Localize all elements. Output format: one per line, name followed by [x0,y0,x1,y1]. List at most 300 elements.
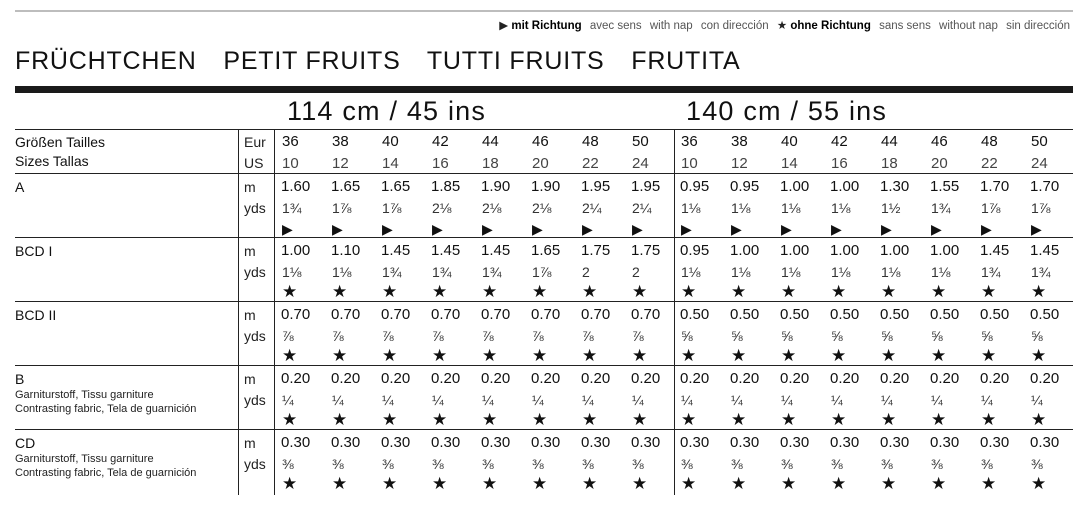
meter-value: 0.20 [631,370,661,387]
yards-value: ⅜ [731,456,743,472]
meter-value: 0.20 [531,370,561,387]
eur-size: 46 [532,133,549,150]
meter-value: 1.45 [431,242,461,259]
yards-unit: yds [244,392,266,408]
with-nap-arrow-icon: ▶ [681,221,692,237]
row-divider [15,429,1073,430]
yards-value: ¼ [382,392,394,408]
meter-value: 0.30 [880,434,910,451]
with-nap-arrow-icon: ▶ [931,221,942,237]
with-nap-arrow-icon: ▶ [731,221,742,237]
without-nap-star-icon: ★ [831,346,847,365]
yards-value: 1¾ [482,264,502,280]
yards-value: ¼ [931,392,943,408]
meter-value: 1.60 [281,178,311,195]
without-nap-star-icon: ★ [981,282,997,301]
label-column-divider [238,129,239,495]
without-nap-star-icon: ★ [532,410,548,429]
yards-value: 1⅞ [532,264,552,280]
eur-size: 46 [931,133,948,150]
meter-value: 1.95 [631,178,661,195]
fabric-width-140: 140 cm / 55 ins [686,96,888,126]
with-nap-arrow-icon: ▶ [632,221,643,237]
meter-value: 0.30 [281,434,311,451]
us-size: 20 [532,155,549,172]
meter-value: 0.30 [581,434,611,451]
yards-value: 2¼ [632,200,652,216]
without-nap-symbol: ★ [776,20,788,32]
row-divider [15,365,1073,366]
yards-value: ⅜ [881,456,893,472]
meter-unit: m [244,179,256,195]
without-nap-star-icon: ★ [632,410,648,429]
width-column-divider [674,129,675,495]
yards-value: ⅞ [532,328,544,344]
meter-value: 0.30 [431,434,461,451]
view-label: BCD I [15,243,53,259]
meter-value: 0.50 [680,306,710,323]
yards-value: 2⅛ [432,200,452,216]
without-nap-star-icon: ★ [1031,410,1047,429]
yards-value: 1¾ [1031,264,1051,280]
meter-value: 1.00 [930,242,960,259]
meter-value: 1.75 [631,242,661,259]
without-nap-star-icon: ★ [681,346,697,365]
yards-value: 2¼ [582,200,602,216]
us-size: 14 [382,155,399,172]
unit-column-divider [274,129,275,495]
yards-value: ⅜ [681,456,693,472]
eur-size: 40 [382,133,399,150]
without-nap-star-icon: ★ [482,346,498,365]
yards-value: 1½ [881,200,901,216]
without-nap-star-icon: ★ [432,410,448,429]
us-label: US [244,155,264,171]
without-nap-star-icon: ★ [731,346,747,365]
with-nap-arrow-icon: ▶ [432,221,443,237]
without-nap-star-icon: ★ [1031,346,1047,365]
meter-value: 1.70 [980,178,1010,195]
with-nap-en: with nap [649,20,693,32]
without-nap-star-icon: ★ [831,282,847,301]
yards-value: ⅝ [681,328,693,344]
meter-value: 1.65 [331,178,361,195]
without-nap-star-icon: ★ [1031,282,1047,301]
meter-value: 1.00 [281,242,311,259]
without-nap-star-icon: ★ [881,346,897,365]
without-nap-star-icon: ★ [632,282,648,301]
meter-value: 1.00 [730,242,760,259]
meter-value: 0.20 [431,370,461,387]
meter-value: 0.20 [281,370,311,387]
yards-value: ⅜ [1031,456,1043,472]
us-size: 20 [931,155,948,172]
without-nap-star-icon: ★ [432,282,448,301]
fabric-width-114: 114 cm / 45 ins [287,96,487,126]
meter-value: 0.20 [481,370,511,387]
yards-value: ¼ [282,392,294,408]
without-nap-en: without nap [939,20,998,32]
without-nap-star-icon: ★ [282,282,298,301]
nap-legend [499,18,1070,32]
yards-value: ¼ [831,392,843,408]
without-nap-star-icon: ★ [781,346,797,365]
size-label-line1: Größen Tailles [15,134,106,150]
with-nap-arrow-icon: ▶ [532,221,543,237]
meter-value: 0.50 [880,306,910,323]
with-nap-fr: avec sens [589,20,642,32]
meter-value: 0.70 [331,306,361,323]
yards-unit: yds [244,328,266,344]
without-nap-star-icon: ★ [931,282,947,301]
yards-value: 1⅛ [681,264,701,280]
meter-value: 0.20 [980,370,1010,387]
us-size: 10 [681,155,698,172]
yards-value: ⅝ [881,328,893,344]
yards-value: ⅞ [632,328,644,344]
us-size: 22 [981,155,998,172]
eur-size: 48 [582,133,599,150]
title-de: FRÜCHTCHEN [15,47,197,75]
yards-value: ¼ [1031,392,1043,408]
yards-value: 1¾ [282,200,302,216]
without-nap-star-icon: ★ [282,474,298,493]
without-nap-star-icon: ★ [1031,474,1047,493]
yards-value: ⅞ [282,328,294,344]
yards-value: 1⅛ [731,264,751,280]
without-nap-star-icon: ★ [482,474,498,493]
meter-value: 0.70 [281,306,311,323]
meter-value: 0.70 [581,306,611,323]
with-nap-arrow-icon: ▶ [1031,221,1042,237]
meter-value: 1.45 [1030,242,1060,259]
without-nap-star-icon: ★ [632,346,648,365]
meter-unit: m [244,435,256,451]
yards-value: 1¾ [382,264,402,280]
without-nap-star-icon: ★ [831,474,847,493]
yards-value: 1¾ [931,200,951,216]
view-sublabel: Contrasting fabric, Tela de guarnición [15,403,197,415]
without-nap-star-icon: ★ [382,346,398,365]
yards-unit: yds [244,264,266,280]
yards-value: ¼ [681,392,693,408]
without-nap-star-icon: ★ [731,410,747,429]
meter-value: 1.90 [531,178,561,195]
without-nap-star-icon: ★ [881,410,897,429]
without-nap-star-icon: ★ [781,282,797,301]
meter-value: 0.20 [880,370,910,387]
meter-value: 0.20 [331,370,361,387]
meter-value: 1.70 [1030,178,1060,195]
yards-value: ¼ [981,392,993,408]
without-nap-star-icon: ★ [632,474,648,493]
yards-value: ⅜ [931,456,943,472]
eur-label: Eur [244,134,266,150]
without-nap-star-icon: ★ [681,282,697,301]
yards-value: ¼ [632,392,644,408]
without-nap-star-icon: ★ [981,474,997,493]
meter-value: 0.20 [730,370,760,387]
eur-size: 50 [1031,133,1048,150]
without-nap-star-icon: ★ [382,474,398,493]
yards-value: 1⅞ [981,200,1001,216]
meter-value: 0.30 [780,434,810,451]
us-size: 18 [881,155,898,172]
yards-value: ⅝ [931,328,943,344]
yards-value: 1⅞ [1031,200,1051,216]
meter-value: 1.00 [880,242,910,259]
meter-value: 0.50 [830,306,860,323]
yards-value: ⅝ [831,328,843,344]
without-nap-fr: sans sens [879,20,931,32]
yards-value: ⅜ [282,456,294,472]
yards-value: ⅝ [731,328,743,344]
view-label: BCD II [15,307,57,323]
yards-value: 2⅛ [532,200,552,216]
view-label: B [15,371,25,387]
without-nap-star-icon: ★ [881,282,897,301]
yards-value: 1⅞ [382,200,402,216]
yards-value: ¼ [482,392,494,408]
yards-value: 1⅛ [831,264,851,280]
view-sublabel: Garniturstoff, Tissu garniture [15,389,154,401]
without-nap-de: ohne Richtung [790,20,871,32]
without-nap-star-icon: ★ [781,410,797,429]
without-nap-star-icon: ★ [881,474,897,493]
size-label-line2: Sizes Tallas [15,153,89,169]
meter-value: 1.00 [830,178,860,195]
without-nap-star-icon: ★ [332,474,348,493]
without-nap-star-icon: ★ [931,410,947,429]
without-nap-star-icon: ★ [981,346,997,365]
meter-value: 0.20 [780,370,810,387]
yards-value: ¼ [332,392,344,408]
eur-size: 44 [482,133,499,150]
yards-value: 2 [632,264,640,280]
row-divider [15,237,1073,238]
eur-size: 36 [282,133,299,150]
us-size: 18 [482,155,499,172]
us-size: 10 [282,155,299,172]
meter-value: 0.20 [930,370,960,387]
yards-value: ⅜ [332,456,344,472]
yards-value: ¼ [582,392,594,408]
yards-value: ⅞ [482,328,494,344]
meter-value: 0.50 [980,306,1010,323]
eur-size: 36 [681,133,698,150]
meter-value: 1.45 [481,242,511,259]
yards-value: ⅜ [582,456,594,472]
yards-value: ⅝ [981,328,993,344]
with-nap-arrow-icon: ▶ [282,221,293,237]
meter-value: 1.55 [930,178,960,195]
us-size: 14 [781,155,798,172]
without-nap-star-icon: ★ [582,474,598,493]
us-size: 16 [831,155,848,172]
meter-value: 0.30 [631,434,661,451]
yards-value: ⅞ [332,328,344,344]
us-size: 12 [332,155,349,172]
without-nap-star-icon: ★ [582,346,598,365]
title-fr: PETIT FRUITS [223,47,401,75]
yards-value: ⅜ [532,456,544,472]
meter-unit: m [244,243,256,259]
yards-value: ⅞ [582,328,594,344]
us-size: 22 [582,155,599,172]
meter-value: 0.30 [381,434,411,451]
with-nap-arrow-icon: ▶ [332,221,343,237]
without-nap-star-icon: ★ [582,410,598,429]
without-nap-star-icon: ★ [931,474,947,493]
yards-value: 1¾ [432,264,452,280]
meter-value: 1.95 [581,178,611,195]
view-sublabel: Contrasting fabric, Tela de guarnición [15,467,197,479]
meter-value: 1.00 [780,242,810,259]
meter-value: 0.30 [830,434,860,451]
yards-value: ¼ [532,392,544,408]
without-nap-star-icon: ★ [332,282,348,301]
yards-value: ⅜ [432,456,444,472]
without-nap-es: sin dirección [1006,20,1070,32]
us-size: 12 [731,155,748,172]
meter-value: 1.30 [880,178,910,195]
eur-size: 48 [981,133,998,150]
yards-value: 1⅛ [282,264,302,280]
without-nap-star-icon: ★ [582,282,598,301]
meter-value: 0.70 [481,306,511,323]
meter-value: 0.50 [730,306,760,323]
with-nap-symbol: ▶ [499,20,509,32]
without-nap-star-icon: ★ [332,346,348,365]
meter-value: 0.95 [680,242,710,259]
yards-unit: yds [244,456,266,472]
eur-size: 42 [432,133,449,150]
meter-unit: m [244,307,256,323]
with-nap-arrow-icon: ▶ [482,221,493,237]
meter-value: 0.20 [581,370,611,387]
without-nap-star-icon: ★ [532,282,548,301]
yards-value: 1⅛ [931,264,951,280]
title-rule [15,86,1073,93]
meter-value: 1.45 [980,242,1010,259]
with-nap-arrow-icon: ▶ [981,221,992,237]
us-size: 16 [432,155,449,172]
pattern-title [15,47,760,76]
without-nap-star-icon: ★ [981,410,997,429]
yards-value: ¼ [432,392,444,408]
meter-value: 1.00 [780,178,810,195]
meter-unit: m [244,371,256,387]
title-es: FRUTITA [631,47,741,75]
meter-value: 0.50 [930,306,960,323]
eur-size: 40 [781,133,798,150]
with-nap-arrow-icon: ▶ [781,221,792,237]
yards-value: ⅜ [482,456,494,472]
top-rule [15,10,1073,12]
without-nap-star-icon: ★ [731,282,747,301]
meter-value: 0.20 [381,370,411,387]
view-label: CD [15,435,36,451]
without-nap-star-icon: ★ [482,282,498,301]
meter-value: 0.95 [680,178,710,195]
yards-value: ⅞ [382,328,394,344]
yards-value: 1⅛ [781,200,801,216]
meter-value: 0.20 [830,370,860,387]
yards-value: ⅝ [781,328,793,344]
yards-value: 1⅛ [881,264,901,280]
eur-size: 50 [632,133,649,150]
without-nap-star-icon: ★ [681,410,697,429]
meter-value: 1.00 [830,242,860,259]
us-size: 24 [1031,155,1048,172]
without-nap-star-icon: ★ [332,410,348,429]
yards-value: ⅜ [831,456,843,472]
without-nap-star-icon: ★ [282,346,298,365]
without-nap-star-icon: ★ [432,474,448,493]
without-nap-star-icon: ★ [482,410,498,429]
yards-value: 1⅞ [332,200,352,216]
with-nap-arrow-icon: ▶ [582,221,593,237]
meter-value: 1.75 [581,242,611,259]
yards-value: ⅜ [781,456,793,472]
yards-unit: yds [244,200,266,216]
with-nap-arrow-icon: ▶ [831,221,842,237]
row-divider [15,301,1073,302]
yards-value: 1⅛ [831,200,851,216]
meter-value: 1.85 [431,178,461,195]
meter-value: 0.50 [780,306,810,323]
eur-size: 44 [881,133,898,150]
without-nap-star-icon: ★ [731,474,747,493]
row-divider [15,173,1073,174]
without-nap-star-icon: ★ [781,474,797,493]
meter-value: 0.30 [680,434,710,451]
with-nap-es: con dirección [700,20,769,32]
us-size: 24 [632,155,649,172]
meter-value: 0.70 [381,306,411,323]
without-nap-star-icon: ★ [382,410,398,429]
eur-size: 38 [731,133,748,150]
yards-value: 1⅛ [332,264,352,280]
meter-value: 0.30 [1030,434,1060,451]
without-nap-star-icon: ★ [532,346,548,365]
yards-value: 1¾ [981,264,1001,280]
without-nap-star-icon: ★ [532,474,548,493]
meter-value: 0.20 [1030,370,1060,387]
view-label: A [15,179,25,195]
yards-value: 2⅛ [482,200,502,216]
meter-value: 1.65 [381,178,411,195]
yards-value: ¼ [881,392,893,408]
meter-value: 0.95 [730,178,760,195]
without-nap-star-icon: ★ [831,410,847,429]
eur-size: 38 [332,133,349,150]
view-sublabel: Garniturstoff, Tissu garniture [15,453,154,465]
yards-value: 2 [582,264,590,280]
meter-value: 0.50 [1030,306,1060,323]
meter-value: 0.30 [531,434,561,451]
yards-value: ⅝ [1031,328,1043,344]
meter-value: 0.70 [431,306,461,323]
meter-value: 0.20 [680,370,710,387]
with-nap-arrow-icon: ▶ [881,221,892,237]
meter-value: 1.65 [531,242,561,259]
meter-value: 1.90 [481,178,511,195]
meter-value: 0.70 [531,306,561,323]
meter-value: 0.30 [331,434,361,451]
yards-value: ⅜ [382,456,394,472]
eur-size: 42 [831,133,848,150]
